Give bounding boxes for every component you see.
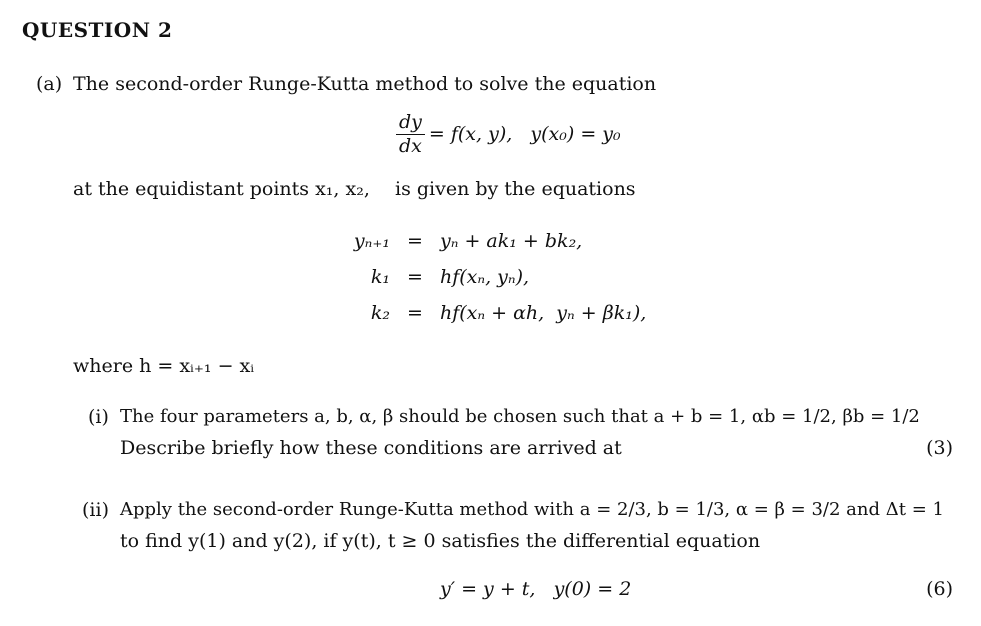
ode-fraction-denominator: dx — [399, 134, 422, 157]
sub-ii-marks: (6) — [926, 578, 953, 600]
given-text: is given by the equations — [395, 178, 636, 200]
sub-ii-line1: Apply the second-order Runge-Kutta method with a = 2/3, b = 1/3, α = β = 3/2 and Δt = 1 — [120, 499, 944, 520]
question-heading: QUESTION 2 — [22, 18, 173, 42]
sub-i-label: (i) — [88, 406, 109, 428]
part-a-label: (a) — [36, 73, 63, 95]
equation-lhs: k₂ — [370, 302, 390, 324]
equation-rhs: yₙ + ak₁ + bk₂, — [440, 230, 583, 252]
ode-fraction-numerator: dy — [396, 112, 425, 135]
sub-ii-label: (ii) — [82, 499, 109, 521]
sub-ii-line2: to find y(1) and y(2), if y(t), t ≥ 0 satisfies the differential equation — [120, 530, 761, 552]
points-text: at the equidistant points x₁, x₂, — [73, 178, 370, 200]
sub-ii-equation: y′ = y + t, y(0) = 2 — [440, 578, 632, 600]
equation-sign: = — [407, 266, 423, 288]
equation-sign: = — [407, 230, 423, 252]
equation-rhs: hf(xₙ, yₙ), — [440, 266, 530, 288]
equation-row — [300, 302, 646, 324]
equation-sign: = — [407, 302, 423, 324]
equation-row — [300, 230, 582, 252]
equation-lhs: k₁ — [370, 266, 390, 288]
equation-lhs: yₙ₊₁ — [353, 230, 390, 252]
ode-equation — [392, 112, 621, 157]
part-a-intro: The second-order Runge-Kutta method to solve the equation — [73, 73, 657, 95]
equation-row — [300, 266, 529, 288]
sub-i-line1: The four parameters a, b, α, β should be chosen such that a + b = 1, αb = 1/2, βb = 1/2 — [120, 406, 920, 427]
where-text: where h = xᵢ₊₁ − xᵢ — [73, 355, 255, 377]
equation-rhs: hf(xₙ + αh, yₙ + βk₁), — [440, 302, 647, 324]
sub-i-line2: Describe briefly how these conditions are arrived at — [120, 437, 622, 459]
ode-fraction — [396, 112, 425, 157]
sub-i-marks: (3) — [926, 437, 953, 459]
ode-rhs: = f(x, y), y(x₀) = y₀ — [428, 123, 621, 146]
